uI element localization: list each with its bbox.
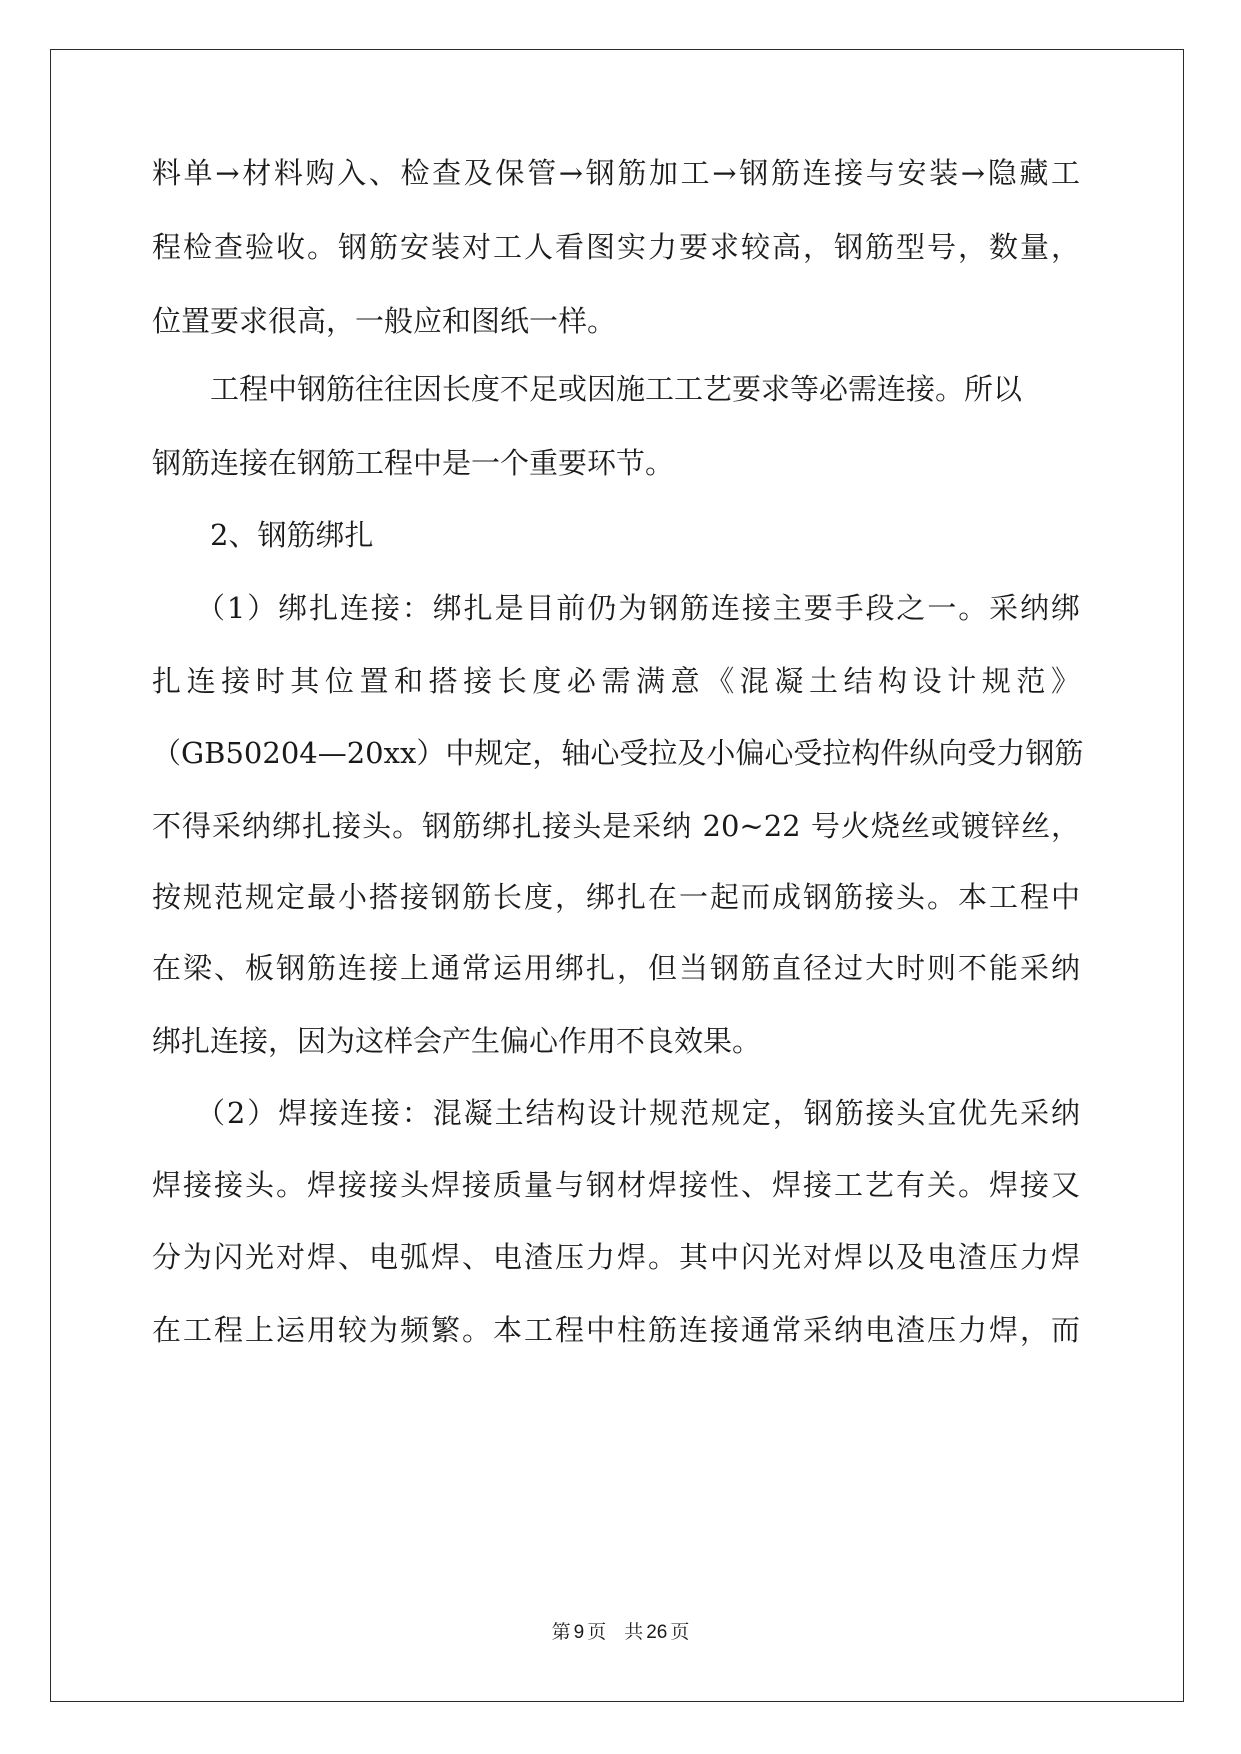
- text-line: 工程中钢筋往往因长度不足或因施工工艺要求等必需连接。所以: [210, 372, 1023, 406]
- text-line: （2）焊接连接：混凝土结构设计规范规定，钢筋接头宜优先采纳: [196, 1096, 1080, 1130]
- text-line: 钢筋连接在钢筋工程中是一个重要环节。: [152, 446, 675, 480]
- text-line: 在工程上运用较为频繁。本工程中柱筋连接通常采纳电渣压力焊，而: [152, 1313, 1080, 1347]
- page-border: [50, 49, 1184, 1702]
- page-footer: [0, 1617, 1241, 1644]
- text-line: （GB50204—20xx）中规定，轴心受拉及小偏心受拉构件纵向受力钢筋: [152, 736, 1084, 770]
- text-line: 程检查验收。钢筋安装对工人看图实力要求较高，钢筋型号，数量，: [152, 230, 1080, 264]
- text-line: 料单→材料购入、检查及保管→钢筋加工→钢筋连接与安装→隐藏工: [152, 156, 1080, 190]
- total-suffix: 页: [670, 1621, 690, 1643]
- text-line: 绑扎连接，因为这样会产生偏心作用不良效果。: [152, 1024, 762, 1058]
- text-line: （1）绑扎连接：绑扎是目前仍为钢筋连接主要手段之一。采纳绑: [196, 591, 1080, 625]
- section-heading: 2、钢筋绑扎: [210, 518, 374, 552]
- text-line: 焊接接头。焊接接头焊接质量与钢材焊接性、焊接工艺有关。焊接又: [152, 1168, 1080, 1202]
- page-prefix: 第: [551, 1621, 571, 1643]
- text-line: 不得采纳绑扎接头。钢筋绑扎接头是采纳 20~22 号火烧丝或镀锌丝，: [152, 809, 1080, 843]
- text-line: 在梁、板钢筋连接上通常运用绑扎，但当钢筋直径过大时则不能采纳: [152, 951, 1080, 985]
- text-line: 按规范规定最小搭接钢筋长度，绑扎在一起而成钢筋接头。本工程中: [152, 880, 1080, 914]
- total-pages: 26: [646, 1622, 668, 1643]
- page-number: 9: [573, 1622, 585, 1643]
- text-line: 扎连接时其位置和搭接长度必需满意《混凝土结构设计规范》: [152, 664, 1080, 698]
- text-line: 分为闪光对焊、电弧焊、电渣压力焊。其中闪光对焊以及电渣压力焊: [152, 1240, 1080, 1274]
- page-suffix: 页: [587, 1621, 607, 1643]
- text-line: 位置要求很高，一般应和图纸一样。: [152, 304, 617, 338]
- total-prefix: 共: [624, 1621, 644, 1643]
